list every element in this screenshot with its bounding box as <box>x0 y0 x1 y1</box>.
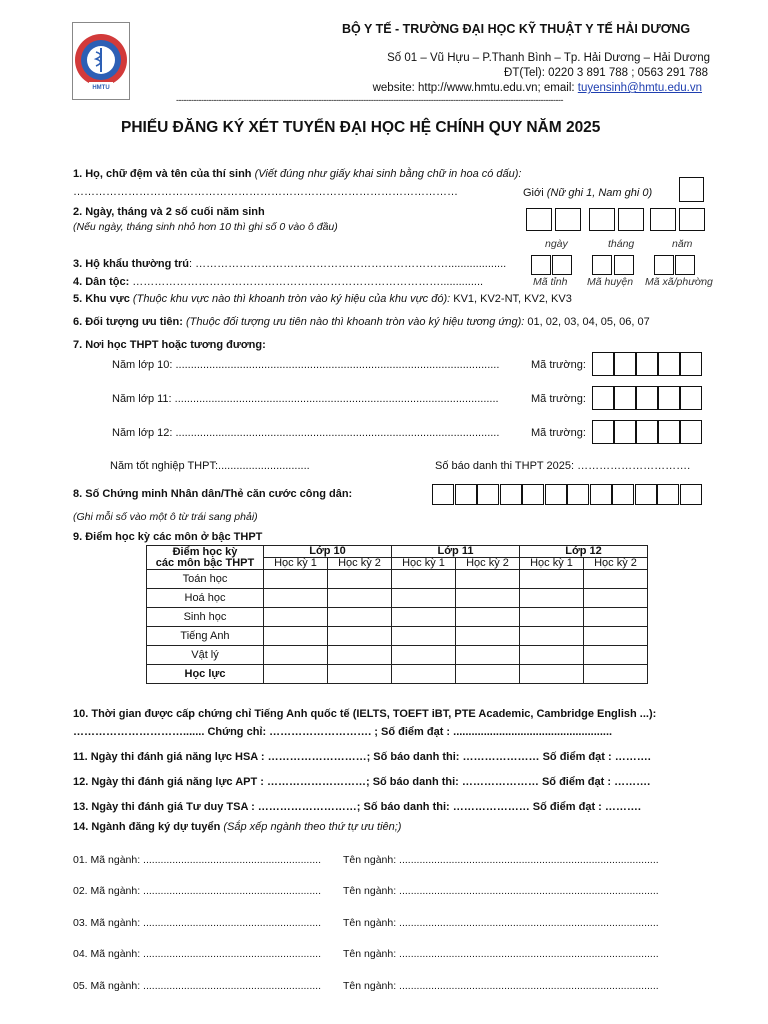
grade-cell[interactable] <box>584 627 648 646</box>
grade11-field[interactable]: .......................................................................................................... <box>171 393 499 405</box>
grade-cell[interactable] <box>584 570 648 589</box>
grade-cell[interactable] <box>520 570 584 589</box>
q2-note: (Nếu ngày, tháng sinh nhỏ hơn 10 thì ghi số 0 vào ô đầu) <box>73 221 338 233</box>
q6-note: (Thuộc đối tượng ưu tiên nào thì khoanh tròn vào ký hiệu tương ứng): <box>182 316 525 328</box>
grade-cell[interactable] <box>392 608 456 627</box>
table-row <box>147 646 648 665</box>
id-box-8[interactable] <box>590 484 612 505</box>
school-code-11-box-5[interactable] <box>680 386 702 410</box>
grade-cell[interactable] <box>584 608 648 627</box>
website-line <box>373 82 702 94</box>
id-box-10[interactable] <box>635 484 657 505</box>
form-title: PHIẾU ĐĂNG KÝ XÉT TUYỂN ĐẠI HỌC HỆ CHÍNH QUY NĂM 2025 <box>121 119 601 136</box>
school-code-10-box-5[interactable] <box>680 352 702 376</box>
school-code-11-box-2[interactable] <box>614 386 636 410</box>
major-code-field[interactable]: 01. Mã ngành: ............................................................. <box>73 854 322 866</box>
grade-cell[interactable] <box>456 570 520 589</box>
q3-field[interactable]: : ……………………………………………………………................... <box>189 258 507 270</box>
grade12-code-label: Mã trường: <box>531 427 586 439</box>
grade-cell[interactable] <box>392 570 456 589</box>
major-code-field[interactable]: 04. Mã ngành: ............................................................. <box>73 948 322 960</box>
grade-cell[interactable] <box>584 665 648 684</box>
school-code-10-box-4[interactable] <box>658 352 680 376</box>
id-box-3[interactable] <box>477 484 499 505</box>
address: Số 01 – Vũ Hựu – P.Thanh Bình – Tp. Hải Dương – Hải Dương <box>387 52 710 64</box>
q5-label: 5. Khu vực <box>73 293 130 305</box>
grade-cell[interactable] <box>456 608 520 627</box>
grade-cell[interactable] <box>328 627 392 646</box>
grade12-field[interactable]: .......................................................................................................... <box>172 427 500 439</box>
q1-gender-line <box>523 187 652 199</box>
table-row <box>147 589 648 608</box>
grade-cell[interactable] <box>328 589 392 608</box>
school-code-12-box-3[interactable] <box>636 420 658 444</box>
table-corner-header <box>147 546 264 570</box>
grade-cell[interactable] <box>520 608 584 627</box>
district-box-1[interactable] <box>592 255 612 275</box>
major-name-field[interactable]: Tên ngành: ......................................................................................... <box>343 948 659 960</box>
q5-options[interactable]: KV1, KV2-NT, KV2, KV3 <box>450 293 572 305</box>
grade-cell[interactable] <box>392 627 456 646</box>
id-box-7[interactable] <box>567 484 589 505</box>
grade-cell[interactable] <box>264 608 328 627</box>
district-caption: Mã huyện <box>587 276 634 288</box>
district-box-2[interactable] <box>614 255 634 275</box>
q3-label: 3. Hộ khẩu thường trú <box>73 258 190 270</box>
dob-month-box-2[interactable] <box>618 208 644 231</box>
q1-note: (Viết đúng như giấy khai sinh bằng chữ in hoa có dấu): <box>251 168 522 180</box>
dob-month-caption: tháng <box>608 238 635 250</box>
corner-line-1: Điểm học kỳ <box>172 545 238 558</box>
grade-cell[interactable] <box>264 665 328 684</box>
phone: ĐT(Tel): 0220 3 891 788 ; 0563 291 788 <box>504 67 708 79</box>
grade10-field[interactable]: .......................................................................................................... <box>172 359 500 371</box>
school-code-12-box-4[interactable] <box>658 420 680 444</box>
ward-caption: Mã xã/phường <box>645 276 713 288</box>
graduation-year-field[interactable]: Năm tốt nghiệp THPT:.............................. <box>110 460 310 472</box>
school-code-12-box-5[interactable] <box>680 420 702 444</box>
school-code-12-box-2[interactable] <box>614 420 636 444</box>
table-row <box>147 570 648 589</box>
q4-field[interactable]: ………………………………………………………………………….............. <box>129 276 484 288</box>
semester-header: Học kỳ 2 <box>584 558 648 570</box>
grade11-line <box>112 393 499 405</box>
gender-label: Giới <box>523 187 544 199</box>
major-name-field[interactable]: Tên ngành: ......................................................................................... <box>343 980 659 992</box>
q1-name-field[interactable]: …………………………………………………………………………………………… <box>73 186 458 198</box>
major-code-field[interactable]: 03. Mã ngành: ............................................................. <box>73 917 322 929</box>
semester-header: Học kỳ 1 <box>264 558 328 570</box>
q14-label: 14. Ngành đăng ký dự tuyển <box>73 821 221 833</box>
grades-table <box>146 545 648 684</box>
grade-cell[interactable] <box>264 646 328 665</box>
institution-name: BỘ Y TẾ - TRƯỜNG ĐẠI HỌC KỸ THUẬT Y TẾ HẢI DƯƠNG <box>342 22 691 36</box>
grade12-line <box>112 427 499 439</box>
school-code-12-box-1[interactable] <box>592 420 614 444</box>
dob-day-caption: ngày <box>545 238 568 250</box>
subject-label: Tiếng Anh <box>147 627 264 646</box>
grade-cell[interactable] <box>264 589 328 608</box>
q2-label: 2. Ngày, tháng và 2 số cuối năm sinh <box>73 206 265 218</box>
id-box-9[interactable] <box>612 484 634 505</box>
logo-abbr: HMTU <box>92 85 110 91</box>
ward-box-2[interactable] <box>675 255 695 275</box>
subject-label: Hoá học <box>147 589 264 608</box>
province-caption: Mã tỉnh <box>533 276 568 288</box>
dob-day-box-1[interactable] <box>526 208 552 231</box>
grade-cell[interactable] <box>328 608 392 627</box>
grade11-label: Năm lớp 11: <box>112 393 172 405</box>
grade10-line <box>112 359 499 371</box>
id-box-11[interactable] <box>657 484 679 505</box>
grade-cell[interactable] <box>392 665 456 684</box>
q6-options[interactable]: 01, 02, 03, 04, 05, 06, 07 <box>524 316 650 328</box>
grade-cell[interactable] <box>392 646 456 665</box>
id-box-1[interactable] <box>432 484 454 505</box>
q14-note: (Sắp xếp ngành theo thứ tự ưu tiên;) <box>220 821 402 833</box>
grade10-label: Năm lớp 10: <box>112 359 173 371</box>
subject-label: Sinh học <box>147 608 264 627</box>
q10-line-1: 10. Thời gian được cấp chứng chỉ Tiếng Anh quốc tế (IELTS, TOEFT iBT, PTE Academic, Cambridge English ...): <box>73 708 657 720</box>
dob-day-box-2[interactable] <box>555 208 581 231</box>
grade-cell[interactable] <box>328 570 392 589</box>
grade-cell[interactable] <box>520 627 584 646</box>
q11-line[interactable]: 11. Ngày thi đánh giá năng lực HSA : ………………………; Số báo danh thi: ………………… Số điểm đạt : ………. <box>73 751 651 763</box>
q3-line <box>73 258 506 270</box>
email-link[interactable]: tuyensinh@hmtu.edu.vn <box>577 82 702 94</box>
grade-cell[interactable] <box>520 646 584 665</box>
q1-label: 1. Họ, chữ đệm và tên của thí sinh <box>73 168 252 180</box>
table-row <box>147 608 648 627</box>
major-code-field[interactable]: 05. Mã ngành: ............................................................. <box>73 980 322 992</box>
id-box-6[interactable] <box>545 484 567 505</box>
major-name-field[interactable]: Tên ngành: ......................................................................................... <box>343 885 659 897</box>
q10-line-2[interactable]: …………………………....... Chứng chỉ: ………………………. ; Số điểm đạt : .................................................... <box>73 726 613 738</box>
school-logo <box>72 22 130 100</box>
semester-header: Học kỳ 2 <box>328 558 392 570</box>
subject-label: Toán học <box>147 570 264 589</box>
grade-cell[interactable] <box>520 665 584 684</box>
table-row <box>147 665 648 684</box>
q1-line <box>73 168 522 180</box>
q14-line <box>73 821 401 833</box>
semester-header: Học kỳ 1 <box>520 558 584 570</box>
q7-label: 7. Nơi học THPT hoặc tương đương: <box>73 339 266 351</box>
grade-cell[interactable] <box>264 627 328 646</box>
q9-label: 9. Điểm học kỳ các môn ở bậc THPT <box>73 531 263 543</box>
q6-line <box>73 316 650 328</box>
table-row <box>147 627 648 646</box>
grade11-code-label: Mã trường: <box>531 393 586 405</box>
ward-box-1[interactable] <box>654 255 674 275</box>
thpt-exam-id-field[interactable]: Số báo danh thi THPT 2025: …………………………. <box>435 460 691 472</box>
id-box-5[interactable] <box>522 484 544 505</box>
grade-cell[interactable] <box>456 665 520 684</box>
province-box-2[interactable] <box>552 255 572 275</box>
q5-note: (Thuộc khu vực nào thì khoanh tròn vào ký hiệu của khu vực đó): <box>129 293 451 305</box>
header-divider: ----------------------------------------------------------------------------------------------------------------------------------------------------------- <box>176 95 564 105</box>
q8-label: 8. Số Chứng minh Nhân dân/Thẻ căn cước công dân: <box>73 488 353 500</box>
major-code-field[interactable]: 02. Mã ngành: ............................................................. <box>73 885 322 897</box>
grade-cell[interactable] <box>264 570 328 589</box>
school-code-11-box-3[interactable] <box>636 386 658 410</box>
corner-line-2: các môn bậc THPT <box>155 556 255 569</box>
grade10-code-label: Mã trường: <box>531 359 586 371</box>
grade-10-header: Lớp 10 <box>264 546 392 558</box>
grade-cell[interactable] <box>328 646 392 665</box>
semester-header: Học kỳ 1 <box>392 558 456 570</box>
dob-month-box-1[interactable] <box>589 208 615 231</box>
grade-11-header: Lớp 11 <box>392 546 520 558</box>
dob-year-caption: năm <box>672 238 693 250</box>
grade-cell[interactable] <box>584 589 648 608</box>
dob-year-box-2[interactable] <box>679 208 705 231</box>
grade-12-header: Lớp 12 <box>520 546 648 558</box>
school-code-11-box-1[interactable] <box>592 386 614 410</box>
grade-cell[interactable] <box>584 646 648 665</box>
gender-box[interactable] <box>679 177 704 202</box>
school-code-11-box-4[interactable] <box>658 386 680 410</box>
dob-year-box-1[interactable] <box>650 208 676 231</box>
school-code-10-box-3[interactable] <box>636 352 658 376</box>
q13-line[interactable]: 13. Ngày thi đánh giá Tư duy TSA : ………………………; Số báo danh thi: ………………… Số điểm đạt : ………. <box>73 801 641 813</box>
q4-label: 4. Dân tộc: <box>73 276 130 288</box>
school-code-10-box-1[interactable] <box>592 352 614 376</box>
gender-note: (Nữ ghi 1, Nam ghi 0) <box>543 187 653 199</box>
province-box-1[interactable] <box>531 255 551 275</box>
q6-label: 6. Đối tượng ưu tiên: <box>73 316 183 328</box>
grade-cell[interactable] <box>456 646 520 665</box>
grade-cell[interactable] <box>328 665 392 684</box>
subject-label: Học lực <box>147 665 264 684</box>
school-code-10-box-2[interactable] <box>614 352 636 376</box>
major-name-field[interactable]: Tên ngành: ......................................................................................... <box>343 854 659 866</box>
subject-label: Vật lý <box>147 646 264 665</box>
q5-line <box>73 293 572 305</box>
q8-note: (Ghi mỗi số vào một ô từ trái sang phải) <box>73 511 258 523</box>
website-text: website: http://www.hmtu.edu.vn; email: <box>372 82 578 94</box>
major-name-field[interactable]: Tên ngành: ......................................................................................... <box>343 917 659 929</box>
grade-cell[interactable] <box>456 589 520 608</box>
id-box-12[interactable] <box>680 484 702 505</box>
grade12-label: Năm lớp 12: <box>112 427 173 439</box>
id-box-4[interactable] <box>500 484 522 505</box>
grade-cell[interactable] <box>456 627 520 646</box>
q12-line[interactable]: 12. Ngày thi đánh giá năng lực APT : ………………………; Số báo danh thi: ………………… Số điểm đạt : ………. <box>73 776 651 788</box>
semester-header: Học kỳ 2 <box>456 558 520 570</box>
grade-cell[interactable] <box>392 589 456 608</box>
q4-line <box>73 276 483 288</box>
grade-cell[interactable] <box>520 589 584 608</box>
id-box-2[interactable] <box>455 484 477 505</box>
